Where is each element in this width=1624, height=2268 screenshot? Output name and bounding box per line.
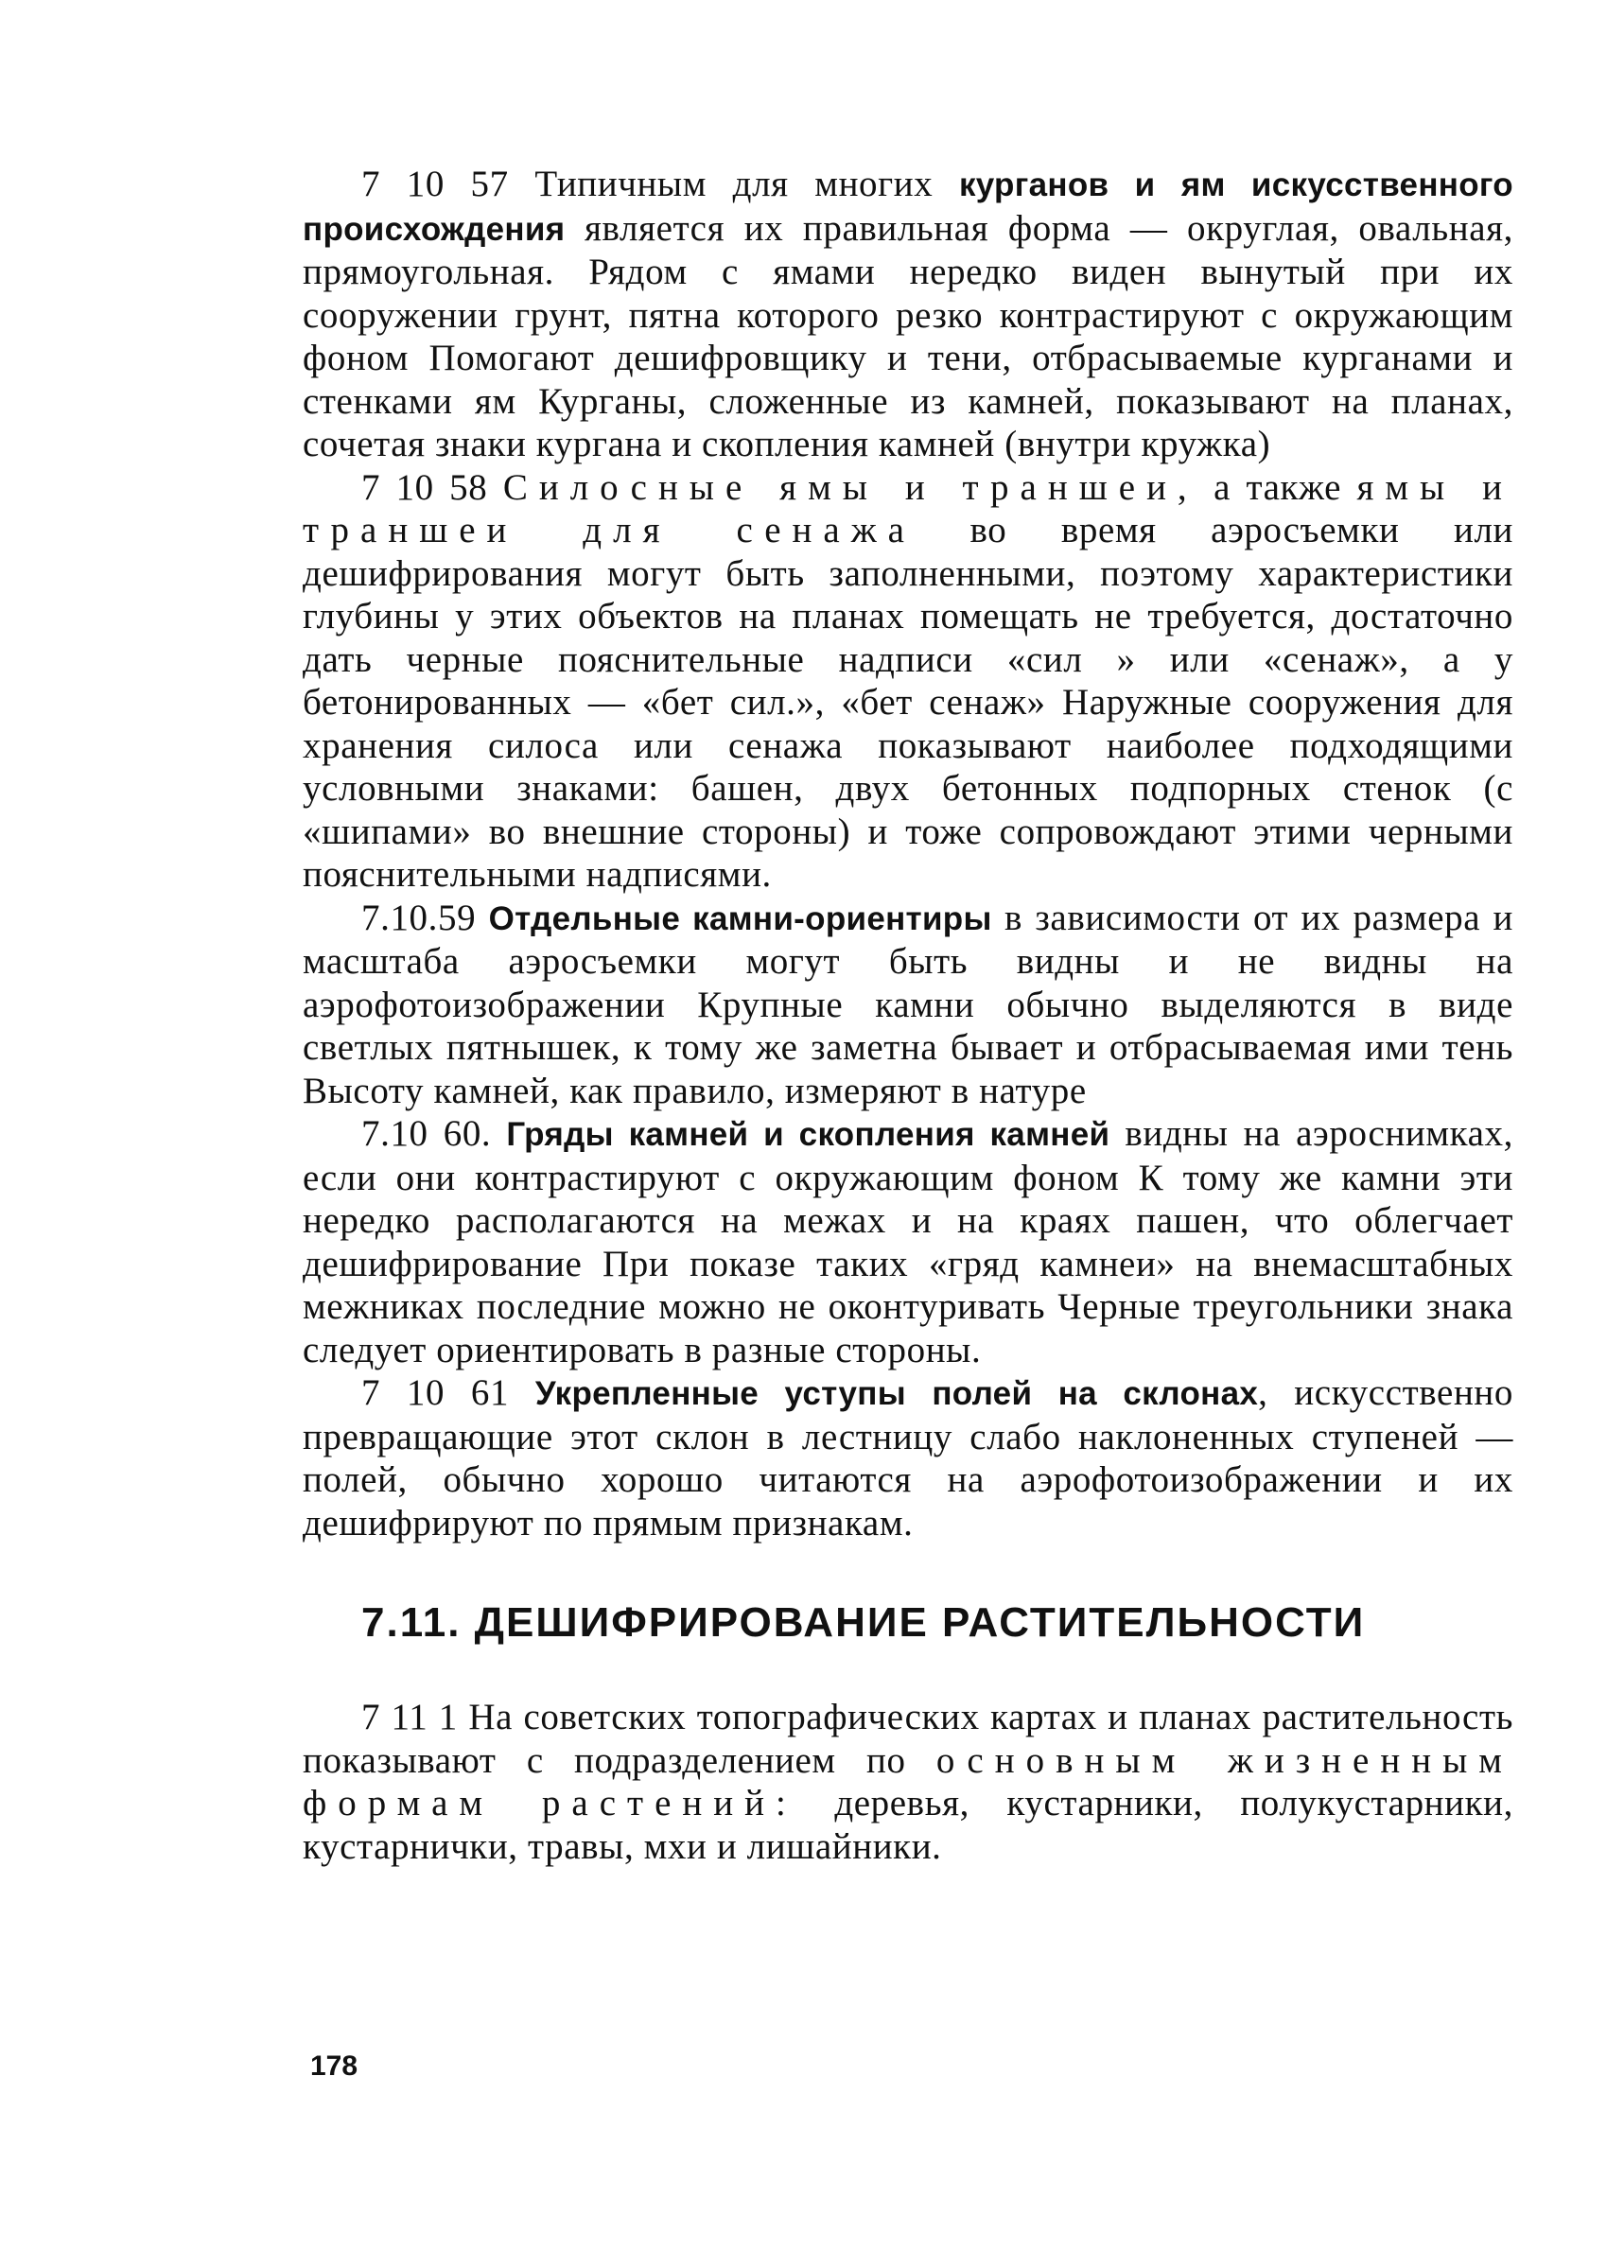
page-content xyxy=(303,163,1513,1868)
paragraph-number: 7.10 60. xyxy=(361,1113,492,1154)
paragraph-7-11-1 xyxy=(303,1696,1513,1868)
paragraph-text: деревья, кустарники, полукустарники, кустарнички, травы, мхи и лишайники. xyxy=(303,1783,1513,1867)
paragraph-7-10-60 xyxy=(303,1112,1513,1371)
paragraph-text: в зависимости от их размера и масштаба аэросъемки могут быть видны и не видны на аэрофотоизображении Крупные камни обычно выделяются в виде светлых пятнышек, к тому же заметна бывает и отбрасываемая ими тень Высоту камней, как правило, измеряют в натуре xyxy=(303,897,1513,1111)
paragraph-text: видны на аэроснимках, если они контрастируют с окружающим фоном К тому же камни эти нередко располагаются на межах и на краях пашен, что облегчает дешифрирование При показе таких «гряд камнеи» на внемасштабных межниках последние можно не оконтуривать Черные треугольники знака следует ориентировать в разные стороны. xyxy=(303,1113,1513,1370)
paragraph-lead: На советских топографических картах и планах растительность показывают с подразделением по xyxy=(303,1697,1513,1781)
paragraph-bold-term: Отдельные камни-ориентиры xyxy=(488,899,992,937)
paragraph-number: 7 11 1 xyxy=(361,1697,458,1737)
paragraph-spaced-term: Силосные ямы и траншеи, xyxy=(502,466,1198,508)
paragraph-number: 7 10 57 xyxy=(361,164,509,204)
paragraph-lead: Типичным для многих xyxy=(534,164,934,204)
paragraph-connector: а также xyxy=(1214,466,1341,508)
paragraph-7-10-57 xyxy=(303,163,1513,466)
page-number: 178 xyxy=(310,2050,358,2082)
paragraph-bold-term: курганов и ям искусственного происхождения xyxy=(303,166,1513,248)
paragraph-text: является их правильная форма — округлая, овальная, прямоугольная. Рядом с ямами нередко виден вынутый при их сооружении грунт, пятна которого резко контрастируют с окружающим фоном Помогают дешифровщику и тени, отбрасываемые курганами и стенками ям Курганы, сложенные из камней, показывают на планах, сочетая знаки кургана и скопления камней (внутри кружка) xyxy=(303,207,1513,464)
paragraph-spaced-term: основным жизненным формам растений: xyxy=(303,1739,1513,1823)
paragraph-bold-term: Укрепленные уступы полей на склонах xyxy=(534,1375,1259,1412)
paragraph-7-10-61 xyxy=(303,1371,1513,1544)
paragraph-text: во время аэросъемки или дешифрирования могут быть заполненными, поэтому характеристики глубины у этих объектов на планах помещать не требуется, достаточно дать черные пояснительные надписи «сил » или «сенаж», а у бетонированных — «бет сил.», «бет сенаж» Наружные сооружения для хранения силоса или сенажа показывают наиболее подходящими условными знаками: башен, двух бетонных подпорных стенок (с «шипами» во внешние стороны) и тоже сопровождают этими черными пояснительными надписями. xyxy=(303,510,1513,895)
paragraph-bold-term: Гряды камней и скопления камней xyxy=(506,1116,1110,1153)
paragraph-7-10-58 xyxy=(303,466,1513,897)
paragraph-number: 7.10.59 xyxy=(361,897,477,938)
section-heading: 7.11. ДЕШИФРИРОВАНИЕ РАСТИТЕЛЬНОСТИ xyxy=(361,1599,1366,1646)
paragraph-number: 7 10 61 xyxy=(361,1372,510,1413)
paragraph-text: , искусственно превращающие этот склон в лестницу слабо наклоненных ступеней — полей, обычно хорошо читаются на аэрофотоизображении и их дешифрируют по прямым признакам. xyxy=(303,1372,1513,1544)
paragraph-number: 7 10 58 xyxy=(361,466,488,508)
paragraph-7-10-59 xyxy=(303,897,1513,1113)
paragraph-spaced-term-2: ямы и траншеи для сенажа xyxy=(303,466,1513,550)
